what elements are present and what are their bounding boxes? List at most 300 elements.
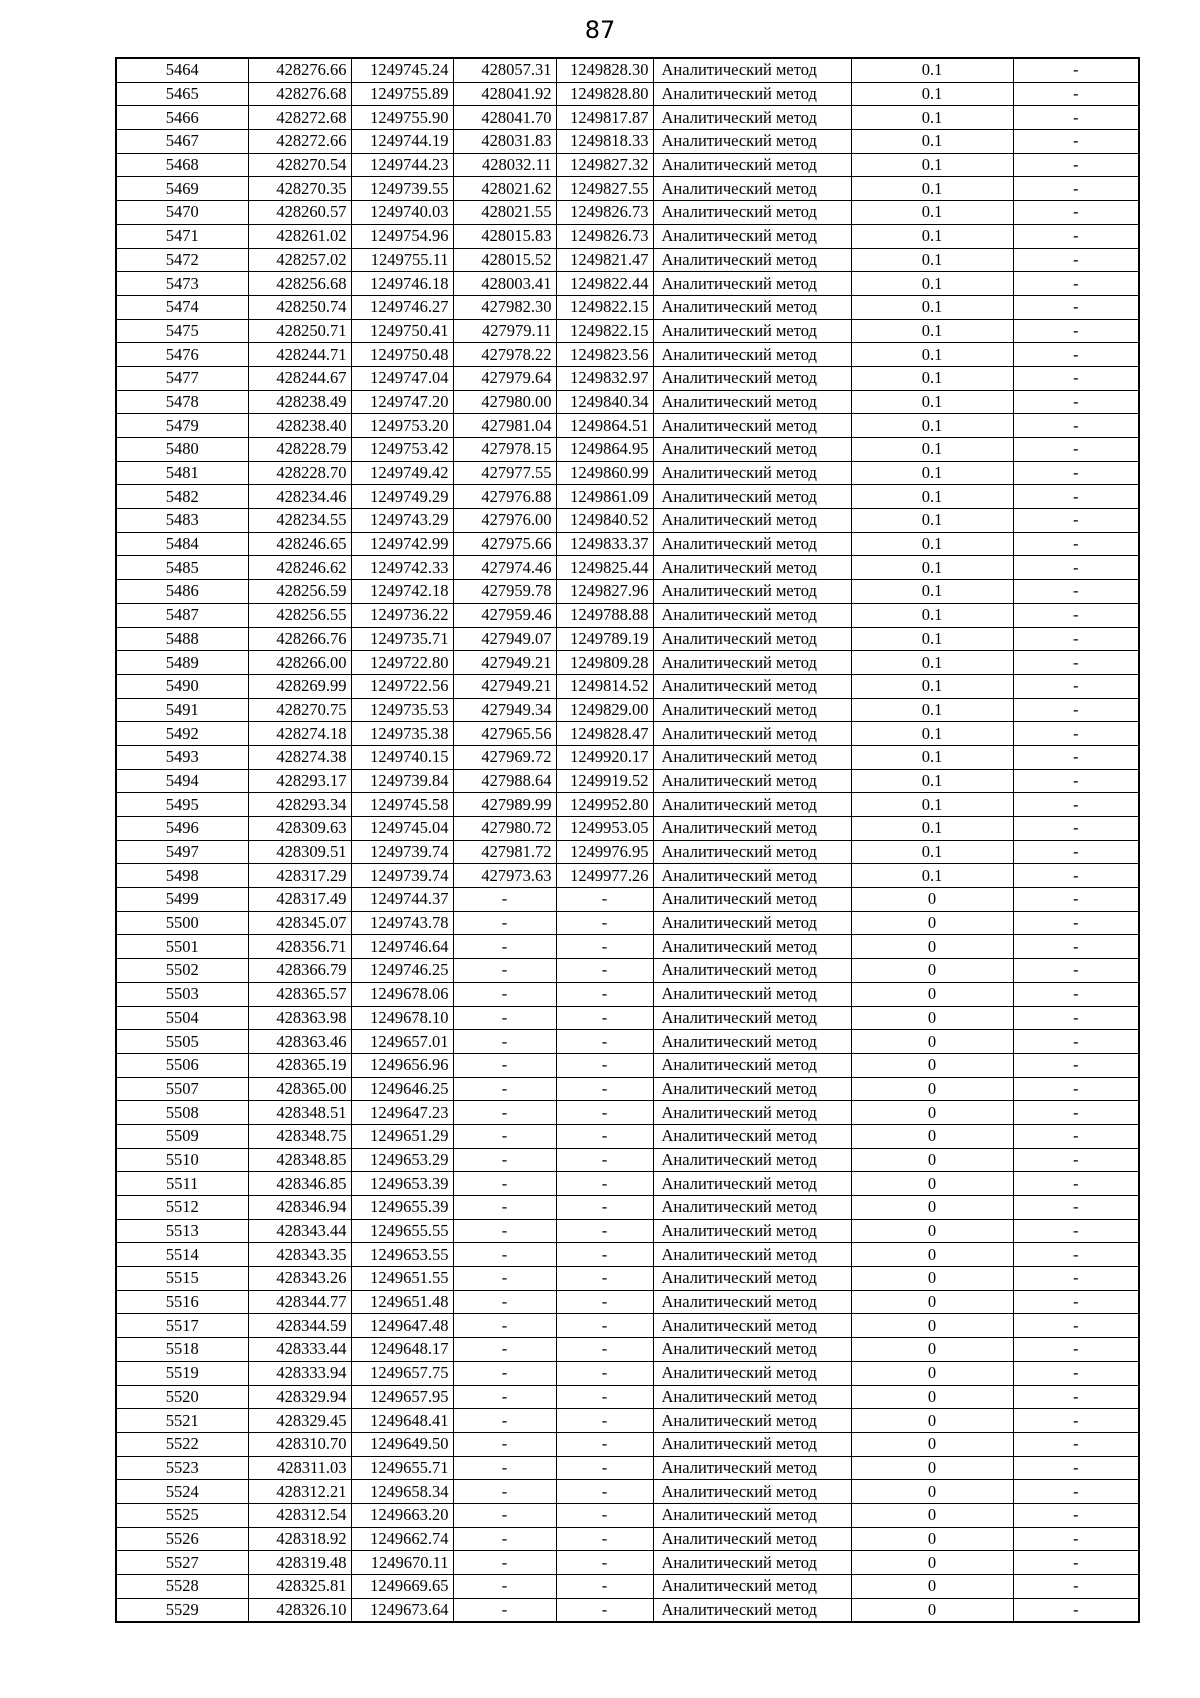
- accuracy-cell: 0: [851, 1598, 1013, 1622]
- note-cell: -: [1013, 1551, 1139, 1575]
- coordinates-table: [115, 57, 1140, 1623]
- x2-coordinate-cell: 427988.64: [453, 769, 556, 793]
- method-cell: Аналитический метод: [653, 1124, 851, 1148]
- accuracy-cell: 0: [851, 1575, 1013, 1599]
- point-number-cell: 5495: [116, 793, 248, 817]
- note-cell: -: [1013, 1267, 1139, 1291]
- method-cell: Аналитический метод: [653, 1196, 851, 1220]
- x-coordinate-cell: 428246.62: [248, 556, 351, 580]
- y-coordinate-cell: 1249648.17: [351, 1338, 453, 1362]
- x-coordinate-cell: 428293.17: [248, 769, 351, 793]
- note-cell: -: [1013, 1385, 1139, 1409]
- x-coordinate-cell: 428311.03: [248, 1456, 351, 1480]
- note-cell: -: [1013, 295, 1139, 319]
- x-coordinate-cell: 428310.70: [248, 1432, 351, 1456]
- method-cell: Аналитический метод: [653, 1077, 851, 1101]
- note-cell: -: [1013, 82, 1139, 106]
- y-coordinate-cell: 1249750.41: [351, 319, 453, 343]
- accuracy-cell: 0.1: [851, 58, 1013, 82]
- point-number-cell: 5525: [116, 1503, 248, 1527]
- point-number-cell: 5517: [116, 1314, 248, 1338]
- point-number-cell: 5465: [116, 82, 248, 106]
- y-coordinate-cell: 1249655.71: [351, 1456, 453, 1480]
- x2-coordinate-cell: -: [453, 1503, 556, 1527]
- method-cell: Аналитический метод: [653, 1527, 851, 1551]
- x2-coordinate-cell: -: [453, 1480, 556, 1504]
- method-cell: Аналитический метод: [653, 793, 851, 817]
- accuracy-cell: 0: [851, 1196, 1013, 1220]
- x2-coordinate-cell: -: [453, 1030, 556, 1054]
- method-cell: Аналитический метод: [653, 295, 851, 319]
- table-row: [116, 414, 1139, 438]
- table-row: [116, 722, 1139, 746]
- y-coordinate-cell: 1249653.55: [351, 1243, 453, 1267]
- y2-coordinate-cell: 1249826.73: [556, 224, 653, 248]
- note-cell: -: [1013, 438, 1139, 462]
- x-coordinate-cell: 428238.40: [248, 414, 351, 438]
- accuracy-cell: 0: [851, 1551, 1013, 1575]
- table-row: [116, 1409, 1139, 1433]
- table-row: [116, 911, 1139, 935]
- accuracy-cell: 0.1: [851, 556, 1013, 580]
- point-number-cell: 5473: [116, 272, 248, 296]
- method-cell: Аналитический метод: [653, 390, 851, 414]
- y-coordinate-cell: 1249670.11: [351, 1551, 453, 1575]
- y-coordinate-cell: 1249753.20: [351, 414, 453, 438]
- accuracy-cell: 0.1: [851, 817, 1013, 841]
- x-coordinate-cell: 428346.94: [248, 1196, 351, 1220]
- point-number-cell: 5484: [116, 532, 248, 556]
- y-coordinate-cell: 1249745.58: [351, 793, 453, 817]
- x2-coordinate-cell: -: [453, 982, 556, 1006]
- method-cell: Аналитический метод: [653, 1598, 851, 1622]
- x2-coordinate-cell: -: [453, 1101, 556, 1125]
- method-cell: Аналитический метод: [653, 509, 851, 533]
- table-row: [116, 106, 1139, 130]
- point-number-cell: 5510: [116, 1148, 248, 1172]
- point-number-cell: 5488: [116, 627, 248, 651]
- y-coordinate-cell: 1249722.80: [351, 651, 453, 675]
- y2-coordinate-cell: -: [556, 1219, 653, 1243]
- x-coordinate-cell: 428356.71: [248, 935, 351, 959]
- x-coordinate-cell: 428317.29: [248, 864, 351, 888]
- table-row: [116, 1077, 1139, 1101]
- x-coordinate-cell: 428325.81: [248, 1575, 351, 1599]
- table-row: [116, 1432, 1139, 1456]
- table-row: [116, 1385, 1139, 1409]
- x-coordinate-cell: 428261.02: [248, 224, 351, 248]
- accuracy-cell: 0.1: [851, 343, 1013, 367]
- accuracy-cell: 0: [851, 1456, 1013, 1480]
- y2-coordinate-cell: 1249827.96: [556, 580, 653, 604]
- x2-coordinate-cell: 427980.00: [453, 390, 556, 414]
- table-row: [116, 745, 1139, 769]
- table-row: [116, 177, 1139, 201]
- table-row: [116, 1267, 1139, 1291]
- x2-coordinate-cell: -: [453, 1409, 556, 1433]
- note-cell: -: [1013, 580, 1139, 604]
- x-coordinate-cell: 428329.45: [248, 1409, 351, 1433]
- x-coordinate-cell: 428256.68: [248, 272, 351, 296]
- x2-coordinate-cell: -: [453, 1077, 556, 1101]
- point-number-cell: 5489: [116, 651, 248, 675]
- x2-coordinate-cell: -: [453, 1432, 556, 1456]
- point-number-cell: 5491: [116, 698, 248, 722]
- point-number-cell: 5479: [116, 414, 248, 438]
- x2-coordinate-cell: -: [453, 1314, 556, 1338]
- x-coordinate-cell: 428234.46: [248, 485, 351, 509]
- method-cell: Аналитический метод: [653, 817, 851, 841]
- table-row: [116, 319, 1139, 343]
- y-coordinate-cell: 1249744.37: [351, 888, 453, 912]
- y-coordinate-cell: 1249743.29: [351, 509, 453, 533]
- x2-coordinate-cell: -: [453, 1575, 556, 1599]
- x2-coordinate-cell: 427976.00: [453, 509, 556, 533]
- table-row: [116, 674, 1139, 698]
- note-cell: -: [1013, 627, 1139, 651]
- x2-coordinate-cell: -: [453, 1456, 556, 1480]
- point-number-cell: 5509: [116, 1124, 248, 1148]
- x-coordinate-cell: 428319.48: [248, 1551, 351, 1575]
- x-coordinate-cell: 428318.92: [248, 1527, 351, 1551]
- x2-coordinate-cell: -: [453, 1551, 556, 1575]
- table-row: [116, 1006, 1139, 1030]
- table-row: [116, 935, 1139, 959]
- table-row: [116, 627, 1139, 651]
- table-row: [116, 651, 1139, 675]
- method-cell: Аналитический метод: [653, 1551, 851, 1575]
- method-cell: Аналитический метод: [653, 745, 851, 769]
- table-row: [116, 1101, 1139, 1125]
- x-coordinate-cell: 428309.51: [248, 840, 351, 864]
- y-coordinate-cell: 1249742.18: [351, 580, 453, 604]
- method-cell: Аналитический метод: [653, 1148, 851, 1172]
- y-coordinate-cell: 1249740.15: [351, 745, 453, 769]
- note-cell: -: [1013, 840, 1139, 864]
- accuracy-cell: 0: [851, 1243, 1013, 1267]
- x-coordinate-cell: 428293.34: [248, 793, 351, 817]
- table-row: [116, 1480, 1139, 1504]
- y2-coordinate-cell: -: [556, 1124, 653, 1148]
- point-number-cell: 5512: [116, 1196, 248, 1220]
- note-cell: -: [1013, 817, 1139, 841]
- x2-coordinate-cell: 427959.46: [453, 603, 556, 627]
- point-number-cell: 5487: [116, 603, 248, 627]
- point-number-cell: 5515: [116, 1267, 248, 1291]
- y2-coordinate-cell: 1249833.37: [556, 532, 653, 556]
- x2-coordinate-cell: -: [453, 1361, 556, 1385]
- y2-coordinate-cell: -: [556, 911, 653, 935]
- point-number-cell: 5502: [116, 959, 248, 983]
- x2-coordinate-cell: -: [453, 888, 556, 912]
- table-row: [116, 509, 1139, 533]
- method-cell: Аналитический метод: [653, 864, 851, 888]
- accuracy-cell: 0: [851, 935, 1013, 959]
- x2-coordinate-cell: 427949.21: [453, 674, 556, 698]
- y2-coordinate-cell: -: [556, 1290, 653, 1314]
- x-coordinate-cell: 428274.38: [248, 745, 351, 769]
- x-coordinate-cell: 428348.51: [248, 1101, 351, 1125]
- point-number-cell: 5474: [116, 295, 248, 319]
- y2-coordinate-cell: 1249864.95: [556, 438, 653, 462]
- point-number-cell: 5494: [116, 769, 248, 793]
- method-cell: Аналитический метод: [653, 840, 851, 864]
- note-cell: -: [1013, 319, 1139, 343]
- point-number-cell: 5511: [116, 1172, 248, 1196]
- x2-coordinate-cell: 428021.55: [453, 201, 556, 225]
- accuracy-cell: 0: [851, 1527, 1013, 1551]
- method-cell: Аналитический метод: [653, 224, 851, 248]
- accuracy-cell: 0.1: [851, 153, 1013, 177]
- table-row: [116, 1575, 1139, 1599]
- note-cell: -: [1013, 1480, 1139, 1504]
- method-cell: Аналитический метод: [653, 366, 851, 390]
- note-cell: -: [1013, 1101, 1139, 1125]
- x2-coordinate-cell: 427978.22: [453, 343, 556, 367]
- method-cell: Аналитический метод: [653, 82, 851, 106]
- x-coordinate-cell: 428256.59: [248, 580, 351, 604]
- y2-coordinate-cell: 1249817.87: [556, 106, 653, 130]
- y2-coordinate-cell: 1249860.99: [556, 461, 653, 485]
- table-row: [116, 343, 1139, 367]
- x-coordinate-cell: 428266.76: [248, 627, 351, 651]
- y2-coordinate-cell: 1249864.51: [556, 414, 653, 438]
- y-coordinate-cell: 1249744.23: [351, 153, 453, 177]
- x-coordinate-cell: 428343.35: [248, 1243, 351, 1267]
- x2-coordinate-cell: -: [453, 1338, 556, 1362]
- accuracy-cell: 0.1: [851, 82, 1013, 106]
- method-cell: Аналитический метод: [653, 343, 851, 367]
- x2-coordinate-cell: -: [453, 1006, 556, 1030]
- x2-coordinate-cell: -: [453, 935, 556, 959]
- y-coordinate-cell: 1249746.27: [351, 295, 453, 319]
- method-cell: Аналитический метод: [653, 1219, 851, 1243]
- page-number: 87: [584, 16, 616, 44]
- table-row: [116, 58, 1139, 82]
- point-number-cell: 5481: [116, 461, 248, 485]
- y-coordinate-cell: 1249722.56: [351, 674, 453, 698]
- x2-coordinate-cell: 428041.70: [453, 106, 556, 130]
- y2-coordinate-cell: -: [556, 1267, 653, 1291]
- method-cell: Аналитический метод: [653, 1338, 851, 1362]
- x-coordinate-cell: 428256.55: [248, 603, 351, 627]
- accuracy-cell: 0: [851, 1030, 1013, 1054]
- table-row: [116, 556, 1139, 580]
- note-cell: -: [1013, 1432, 1139, 1456]
- table-row: [116, 1361, 1139, 1385]
- accuracy-cell: 0: [851, 1290, 1013, 1314]
- y-coordinate-cell: 1249744.19: [351, 130, 453, 154]
- x2-coordinate-cell: 427949.07: [453, 627, 556, 651]
- accuracy-cell: 0.1: [851, 580, 1013, 604]
- x-coordinate-cell: 428250.74: [248, 295, 351, 319]
- table-row: [116, 485, 1139, 509]
- point-number-cell: 5492: [116, 722, 248, 746]
- note-cell: -: [1013, 509, 1139, 533]
- point-number-cell: 5508: [116, 1101, 248, 1125]
- y-coordinate-cell: 1249743.78: [351, 911, 453, 935]
- y2-coordinate-cell: 1249976.95: [556, 840, 653, 864]
- y2-coordinate-cell: -: [556, 1480, 653, 1504]
- accuracy-cell: 0.1: [851, 438, 1013, 462]
- table-row: [116, 1219, 1139, 1243]
- accuracy-cell: 0.1: [851, 106, 1013, 130]
- table-row: [116, 864, 1139, 888]
- y2-coordinate-cell: 1249822.15: [556, 295, 653, 319]
- y2-coordinate-cell: 1249952.80: [556, 793, 653, 817]
- x2-coordinate-cell: -: [453, 1527, 556, 1551]
- note-cell: -: [1013, 1338, 1139, 1362]
- point-number-cell: 5505: [116, 1030, 248, 1054]
- table-row: [116, 295, 1139, 319]
- accuracy-cell: 0: [851, 982, 1013, 1006]
- accuracy-cell: 0.1: [851, 698, 1013, 722]
- y-coordinate-cell: 1249745.04: [351, 817, 453, 841]
- note-cell: -: [1013, 1314, 1139, 1338]
- y-coordinate-cell: 1249651.48: [351, 1290, 453, 1314]
- table-row: [116, 272, 1139, 296]
- accuracy-cell: 0.1: [851, 248, 1013, 272]
- x-coordinate-cell: 428272.68: [248, 106, 351, 130]
- method-cell: Аналитический метод: [653, 556, 851, 580]
- note-cell: -: [1013, 1575, 1139, 1599]
- y-coordinate-cell: 1249651.55: [351, 1267, 453, 1291]
- note-cell: -: [1013, 864, 1139, 888]
- note-cell: -: [1013, 1006, 1139, 1030]
- x-coordinate-cell: 428270.35: [248, 177, 351, 201]
- y2-coordinate-cell: -: [556, 1503, 653, 1527]
- x2-coordinate-cell: 427989.99: [453, 793, 556, 817]
- point-number-cell: 5521: [116, 1409, 248, 1433]
- y-coordinate-cell: 1249755.11: [351, 248, 453, 272]
- x2-coordinate-cell: 427973.63: [453, 864, 556, 888]
- y2-coordinate-cell: 1249809.28: [556, 651, 653, 675]
- y2-coordinate-cell: 1249919.52: [556, 769, 653, 793]
- note-cell: -: [1013, 1124, 1139, 1148]
- y-coordinate-cell: 1249749.42: [351, 461, 453, 485]
- point-number-cell: 5507: [116, 1077, 248, 1101]
- y2-coordinate-cell: 1249818.33: [556, 130, 653, 154]
- note-cell: -: [1013, 461, 1139, 485]
- note-cell: -: [1013, 1361, 1139, 1385]
- note-cell: -: [1013, 1409, 1139, 1433]
- y-coordinate-cell: 1249657.75: [351, 1361, 453, 1385]
- y-coordinate-cell: 1249750.48: [351, 343, 453, 367]
- x2-coordinate-cell: -: [453, 1385, 556, 1409]
- x2-coordinate-cell: -: [453, 911, 556, 935]
- accuracy-cell: 0.1: [851, 840, 1013, 864]
- accuracy-cell: 0: [851, 1503, 1013, 1527]
- method-cell: Аналитический метод: [653, 603, 851, 627]
- x-coordinate-cell: 428234.55: [248, 509, 351, 533]
- y2-coordinate-cell: -: [556, 1172, 653, 1196]
- table-row: [116, 982, 1139, 1006]
- table-row: [116, 130, 1139, 154]
- note-cell: -: [1013, 556, 1139, 580]
- note-cell: -: [1013, 1030, 1139, 1054]
- method-cell: Аналитический метод: [653, 130, 851, 154]
- accuracy-cell: 0.1: [851, 864, 1013, 888]
- point-number-cell: 5500: [116, 911, 248, 935]
- x2-coordinate-cell: 427981.04: [453, 414, 556, 438]
- y-coordinate-cell: 1249657.95: [351, 1385, 453, 1409]
- x2-coordinate-cell: 427969.72: [453, 745, 556, 769]
- note-cell: -: [1013, 58, 1139, 82]
- y-coordinate-cell: 1249648.41: [351, 1409, 453, 1433]
- x-coordinate-cell: 428228.70: [248, 461, 351, 485]
- y-coordinate-cell: 1249740.03: [351, 201, 453, 225]
- point-number-cell: 5467: [116, 130, 248, 154]
- accuracy-cell: 0.1: [851, 224, 1013, 248]
- y-coordinate-cell: 1249755.89: [351, 82, 453, 106]
- note-cell: -: [1013, 414, 1139, 438]
- table-row: [116, 769, 1139, 793]
- note-cell: -: [1013, 153, 1139, 177]
- x2-coordinate-cell: 428031.83: [453, 130, 556, 154]
- accuracy-cell: 0: [851, 1267, 1013, 1291]
- table-body: [116, 58, 1139, 1622]
- y2-coordinate-cell: -: [556, 982, 653, 1006]
- point-number-cell: 5497: [116, 840, 248, 864]
- x-coordinate-cell: 428257.02: [248, 248, 351, 272]
- table-row: [116, 817, 1139, 841]
- y-coordinate-cell: 1249663.20: [351, 1503, 453, 1527]
- y2-coordinate-cell: -: [556, 1409, 653, 1433]
- method-cell: Аналитический метод: [653, 272, 851, 296]
- y-coordinate-cell: 1249755.90: [351, 106, 453, 130]
- x-coordinate-cell: 428344.59: [248, 1314, 351, 1338]
- method-cell: Аналитический метод: [653, 1385, 851, 1409]
- x-coordinate-cell: 428269.99: [248, 674, 351, 698]
- y-coordinate-cell: 1249739.55: [351, 177, 453, 201]
- y-coordinate-cell: 1249753.42: [351, 438, 453, 462]
- point-number-cell: 5524: [116, 1480, 248, 1504]
- x2-coordinate-cell: 427976.88: [453, 485, 556, 509]
- accuracy-cell: 0: [851, 1385, 1013, 1409]
- x2-coordinate-cell: -: [453, 1219, 556, 1243]
- method-cell: Аналитический метод: [653, 1267, 851, 1291]
- y2-coordinate-cell: 1249828.80: [556, 82, 653, 106]
- method-cell: Аналитический метод: [653, 1006, 851, 1030]
- x2-coordinate-cell: 427980.72: [453, 817, 556, 841]
- note-cell: -: [1013, 722, 1139, 746]
- y-coordinate-cell: 1249647.48: [351, 1314, 453, 1338]
- x-coordinate-cell: 428346.85: [248, 1172, 351, 1196]
- table-row: [116, 580, 1139, 604]
- x-coordinate-cell: 428343.44: [248, 1219, 351, 1243]
- point-number-cell: 5518: [116, 1338, 248, 1362]
- point-number-cell: 5504: [116, 1006, 248, 1030]
- method-cell: Аналитический метод: [653, 1172, 851, 1196]
- note-cell: -: [1013, 911, 1139, 935]
- y2-coordinate-cell: -: [556, 1243, 653, 1267]
- point-number-cell: 5471: [116, 224, 248, 248]
- note-cell: -: [1013, 769, 1139, 793]
- point-number-cell: 5503: [116, 982, 248, 1006]
- note-cell: -: [1013, 888, 1139, 912]
- accuracy-cell: 0.1: [851, 722, 1013, 746]
- y2-coordinate-cell: 1249920.17: [556, 745, 653, 769]
- y2-coordinate-cell: -: [556, 1053, 653, 1077]
- accuracy-cell: 0.1: [851, 793, 1013, 817]
- x-coordinate-cell: 428333.94: [248, 1361, 351, 1385]
- note-cell: -: [1013, 343, 1139, 367]
- accuracy-cell: 0.1: [851, 769, 1013, 793]
- method-cell: Аналитический метод: [653, 1030, 851, 1054]
- x-coordinate-cell: 428329.94: [248, 1385, 351, 1409]
- accuracy-cell: 0.1: [851, 390, 1013, 414]
- y2-coordinate-cell: 1249827.32: [556, 153, 653, 177]
